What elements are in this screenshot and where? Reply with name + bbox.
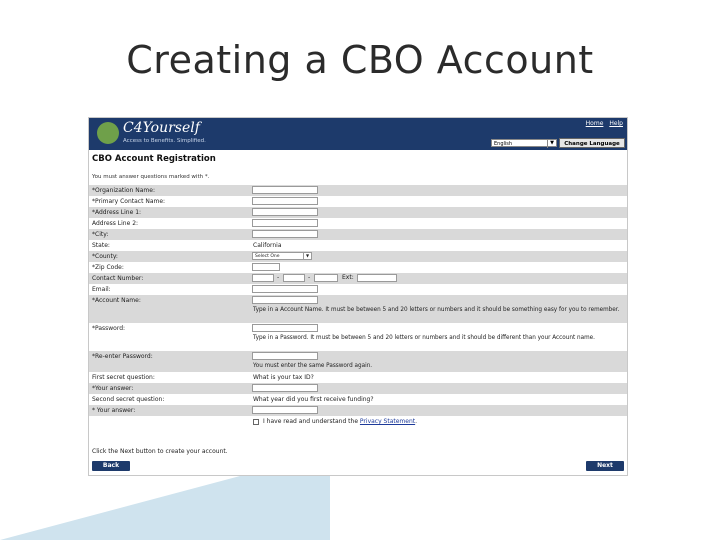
screenshot-frame (88, 117, 628, 476)
app-tagline: Access to Benefits. Simplified. (123, 138, 206, 144)
reenter-password-hint: You must enter the same Password again. (253, 363, 373, 369)
help-link[interactable]: Help (609, 120, 623, 127)
back-button[interactable]: Back (92, 461, 130, 471)
primary-contact-label: *Primary Contact Name: (92, 198, 166, 205)
password-hint: Type in a Password. It must be between 5 and 20 letters or numbers and it should be different than your Account name. (253, 335, 595, 341)
first-answer-label: *Your answer: (92, 385, 134, 392)
org-name-row (89, 185, 627, 196)
org-name-input[interactable] (252, 186, 318, 194)
slide-title: Creating a CBO Account (126, 38, 594, 82)
reenter-password-label: *Re-enter Password: (92, 353, 153, 360)
county-label: *County: (92, 253, 118, 260)
phone-line-input[interactable] (314, 274, 338, 282)
language-value: English (494, 141, 513, 147)
zip-label: *Zip Code: (92, 264, 124, 271)
second-question-row (89, 394, 627, 405)
state-value: California (253, 242, 282, 249)
password-row (89, 323, 627, 351)
first-question-label: First secret question: (92, 374, 155, 381)
change-language-button[interactable]: Change Language (559, 138, 625, 148)
account-name-hint: Type in a Account Name. It must be between 5 and 20 letters or numbers and it should be something easy for you to remember. (253, 307, 620, 313)
second-answer-label: * Your answer: (92, 407, 136, 414)
address1-label: *Address Line 1: (92, 209, 142, 216)
second-answer-row (89, 405, 627, 416)
account-name-input[interactable] (252, 296, 318, 304)
next-button[interactable]: Next (586, 461, 624, 471)
privacy-row (89, 416, 627, 428)
primary-contact-input[interactable] (252, 197, 318, 205)
email-label: Email: (92, 286, 111, 293)
address2-label: Address Line 2: (92, 220, 139, 227)
privacy-statement-link[interactable]: Privacy Statement (359, 418, 416, 425)
city-row (89, 229, 627, 240)
ext-label: Ext: (342, 274, 354, 281)
county-row (89, 251, 627, 262)
first-question-row (89, 372, 627, 383)
phone-dash: - (308, 274, 311, 281)
first-answer-input[interactable] (252, 384, 318, 392)
address1-input[interactable] (252, 208, 318, 216)
zip-row (89, 262, 627, 273)
chevron-down-icon: ▼ (303, 253, 311, 259)
contact-number-row (89, 273, 627, 284)
reenter-password-input[interactable] (252, 352, 318, 360)
chevron-down-icon: ▼ (547, 140, 556, 148)
state-label: State: (92, 242, 110, 249)
account-name-row (89, 295, 627, 323)
email-row (89, 284, 627, 295)
form-title: CBO Account Registration (92, 154, 216, 164)
password-label: *Password: (92, 325, 126, 332)
top-links (582, 120, 623, 127)
privacy-checkbox[interactable] (253, 419, 259, 425)
first-question-value: What is your tax ID? (253, 374, 314, 381)
app-logo[interactable]: C4Yourself (123, 120, 200, 136)
area-code-input[interactable] (252, 274, 274, 282)
language-select[interactable] (491, 139, 557, 147)
city-label: *City: (92, 231, 109, 238)
org-name-label: *Organization Name: (92, 187, 155, 194)
contact-number-label: Contact Number: (92, 275, 144, 282)
password-input[interactable] (252, 324, 318, 332)
second-question-value: What year did you first receive funding? (253, 396, 374, 403)
county-select-value: Select One (255, 254, 280, 259)
state-row (89, 240, 627, 251)
county-select[interactable] (252, 252, 312, 260)
second-answer-input[interactable] (252, 406, 318, 414)
city-input[interactable] (252, 230, 318, 238)
reenter-password-row (89, 351, 627, 372)
ext-input[interactable] (357, 274, 397, 282)
address1-row (89, 207, 627, 218)
privacy-text: I have read and understand the Privacy Statement. (263, 418, 418, 425)
required-note: You must answer questions marked with *. (92, 174, 210, 180)
zip-input[interactable] (252, 263, 280, 271)
address2-row (89, 218, 627, 229)
home-link[interactable]: Home (585, 120, 604, 127)
registration-form (89, 185, 627, 428)
tree-logo-icon (97, 122, 119, 144)
primary-contact-row (89, 196, 627, 207)
footer-note: Click the Next button to create your account. (92, 448, 228, 455)
phone-prefix-input[interactable] (283, 274, 305, 282)
address2-input[interactable] (252, 219, 318, 227)
email-input[interactable] (252, 285, 318, 293)
first-answer-row (89, 383, 627, 394)
second-question-label: Second secret question: (92, 396, 165, 403)
app-header (89, 118, 627, 150)
phone-dash: - (277, 274, 280, 281)
account-name-label: *Account Name: (92, 297, 141, 304)
